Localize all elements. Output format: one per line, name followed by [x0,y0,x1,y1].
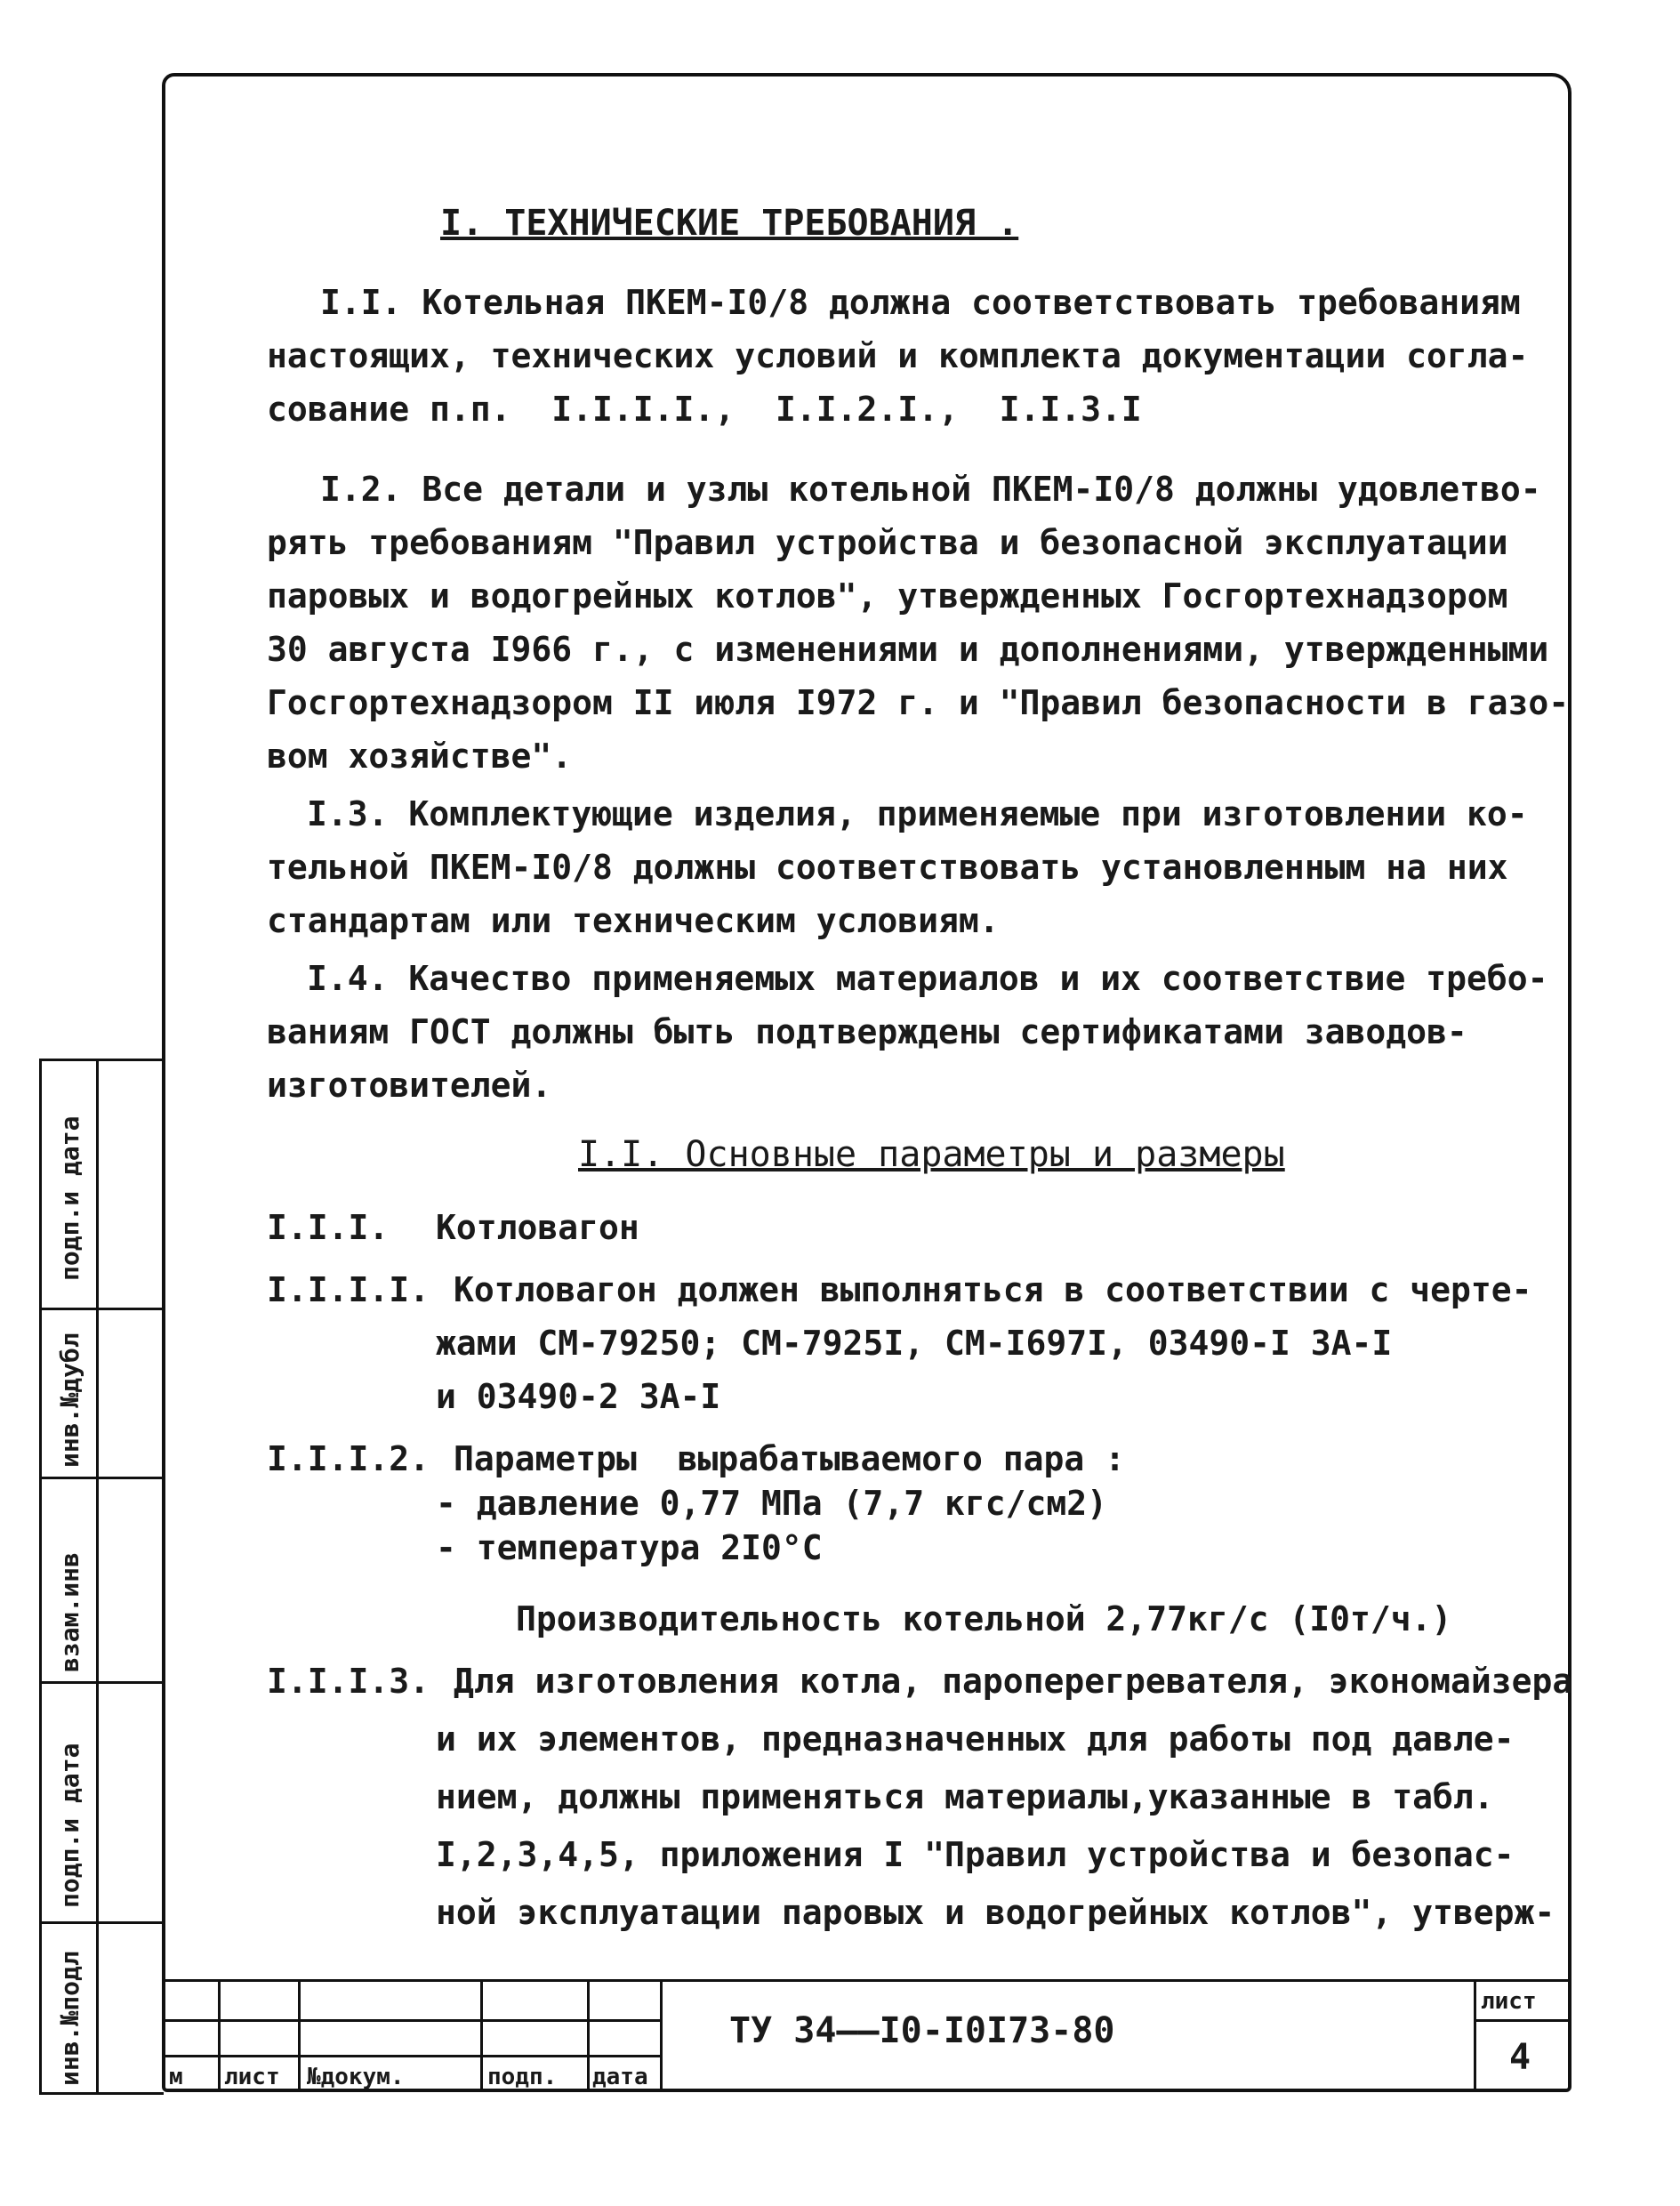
subheading: I.I. Основные параметры и размеры [578,1134,1285,1175]
sheet-number: 4 [1509,2037,1531,2078]
side-label-inv-dubl: инв.№дубл [55,1332,84,1468]
item-line: Параметры вырабатываемого пара : [454,1439,1125,1478]
stamp-col-doc: №докум. [307,2064,405,2090]
item-line: и 03490-2 ЗА-I [436,1377,721,1416]
paragraph-line: I.4. Качество применяемых материалов и их соответствие требо- [307,959,1548,998]
paragraph-line: рять требованиям "Правил устройства и безопасной эксплуатации [267,523,1508,562]
paragraph-line: I.I. Котельная ПКЕМ-I0/8 должна соответствовать требованиям [320,283,1521,322]
stamp-vline [480,1979,483,2092]
paragraph-line: тельной ПКЕМ-I0/8 должны соответствовать установленным на них [267,848,1508,887]
stamp-top-line [162,1979,1571,1982]
item-line: жами СМ-79250; СМ-7925I, СМ-I697I, 03490-I ЗА-I [436,1324,1393,1363]
margin-vline-outer [39,1059,42,2095]
sheet-label: лист [1481,1988,1537,2015]
stamp-row-line [162,2055,660,2057]
item-number: I.I.I.I. [267,1270,430,1309]
margin-hline [39,1477,164,1479]
side-label-podp-data-2: подп.и дата [55,1115,84,1281]
paragraph-line: паровых и водогрейных котлов", утвержденных Госгортехнадзором [267,576,1508,616]
paragraph-line: стандартам или техническим условиям. [267,901,1000,940]
side-label-vzam-inv: взам.инв [55,1552,84,1672]
item-number: I.I.I.3. [267,1662,430,1701]
margin-hline [39,1921,164,1924]
item-line: Для изготовления котла, пароперегревателя, экономайзера [454,1662,1573,1701]
stamp-vline [660,1979,663,2092]
paragraph-line: I.2. Все детали и узлы котельной ПКЕМ-I0/8 должны удовлетво- [320,470,1541,509]
margin-hline [39,2092,164,2095]
stamp-col-list: лист [224,2064,280,2090]
stamp-col-izm: м [169,2064,183,2090]
margin-hline [39,1308,164,1310]
margin-vline-inner [96,1059,99,2095]
stamp-vline [587,1979,590,2092]
side-label-inv-podl: инв.№подл [55,1951,84,2086]
paragraph-line: сование п.п. I.I.I.I., I.I.2.I., I.I.3.I [267,390,1142,429]
margin-hline [39,1059,164,1061]
stamp-row-line [162,2019,660,2022]
paragraph-line: 30 августа I966 г., с изменениями и дополнениями, утвержденными [267,630,1549,669]
paragraph-line: I.3. Комплектующие изделия, применяемые при изготовлении ко- [307,794,1528,833]
document-code: ТУ 34——I0-I0I73-80 [729,2010,1115,2051]
page-heading: I. ТЕХНИЧЕСКИЕ ТРЕБОВАНИЯ . [440,203,1019,244]
stamp-sheet-divider [1474,2019,1571,2022]
item-line: I,2,3,4,5, приложения I "Правил устройства и безопас- [436,1835,1515,1874]
item-line: Котловагон должен выполняться в соответствии с черте- [454,1270,1532,1309]
item-line: - температура 2I0°С [436,1528,823,1567]
paragraph-line: Госгортехнадзором II июля I972 г. и "Правил безопасности в газо- [267,683,1570,722]
paragraph-line: настоящих, технических условий и комплекта документации согла- [267,336,1529,375]
margin-hline [39,1681,164,1684]
item-number: I.I.I. [267,1208,390,1247]
stamp-col-podp: подп. [487,2064,558,2090]
stamp-vline [218,1979,221,2092]
paragraph-line: ваниям ГОСТ должны быть подтверждены сертификатами заводов- [267,1012,1467,1051]
item-line: Котловагон [436,1208,639,1247]
item-line: и их элементов, предназначенных для работы под давле- [436,1719,1515,1759]
item-number: I.I.I.2. [267,1439,430,1478]
paragraph-line: изготовителей. [267,1066,552,1105]
stamp-vline [298,1979,301,2092]
item-line: - давление 0,77 МПа (7,7 кгс/см2) [436,1484,1107,1523]
capacity-line: Производительность котельной 2,77кг/с (I0т/ч.) [516,1599,1452,1638]
side-label-podp-data: подп.и дата [55,1743,84,1908]
paragraph-line: вом хозяйстве". [267,737,573,776]
item-line: нием, должны применяться материалы,указанные в табл. [436,1777,1494,1816]
stamp-col-data: дата [592,2064,648,2090]
stamp-vline [1474,1979,1476,2092]
item-line: ной эксплуатации паровых и водогрейных котлов", утверж- [436,1893,1555,1932]
